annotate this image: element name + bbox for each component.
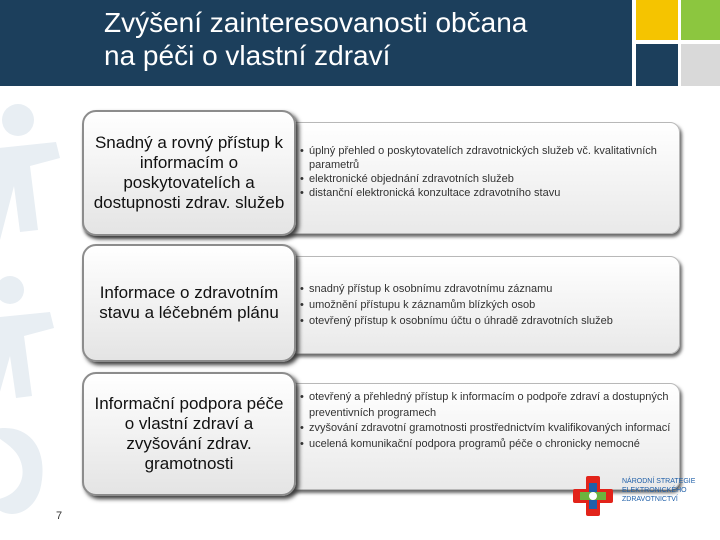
logo-text (622, 477, 720, 504)
bullet-item: • úplný přehled o poskytovatelích zdravotnických služeb vč. kvalitativních parametrů (300, 144, 672, 172)
logo-text-line-2: ELEKTRONICKÉHO (622, 487, 687, 494)
bullet-item: • zvyšování zdravotní gramotnosti prostřednictvím kvalifikovaných informací (300, 421, 672, 437)
slide-title-line-1: Zvýšení zainteresovanosti občana (104, 7, 528, 38)
cross-logo-icon (570, 474, 618, 518)
bullet-item: • snadný přístup k osobnímu zdravotnímu záznamu (300, 281, 672, 297)
bullet-list-2 (300, 281, 672, 329)
bullet-item: • otevřený přístup k osobnímu účtu o úhradě zdravotních služeb (300, 313, 672, 329)
bullet-item: • ucelená komunikační podpora programů péče o chronicky nemocné (300, 437, 672, 453)
logo-text-line-1: NÁRODNÍ STRATEGIE (622, 478, 696, 485)
bullet-list-1 (300, 144, 672, 200)
bullet-item: • distanční elektronická konzultace zdravotního stavu (300, 186, 672, 200)
slide-title-line-2: na péči o vlastní zdraví (104, 40, 391, 71)
page-number: 7 (56, 510, 63, 522)
navy-tile (636, 44, 678, 86)
slide-title (104, 6, 634, 72)
bullet-item: • elektronické objednání zdravotních služeb (300, 172, 672, 186)
grey-tile (681, 44, 720, 86)
row-label-3: Informační podpora péče o vlastní zdraví a zvyšování zdrav. gramotnosti (82, 372, 296, 496)
title-bar (0, 0, 632, 86)
bullet-list-3 (300, 390, 672, 452)
background-figures-watermark (0, 90, 70, 530)
bullet-item: • umožnění přístupu k záznamům blízkých osob (300, 297, 672, 313)
row-label-1: Snadný a rovný přístup k informacím o poskytovatelích a dostupnosti zdrav. služeb (82, 110, 296, 236)
nsez-logo (570, 474, 720, 518)
green-tile (681, 0, 720, 40)
bullet-item: • otevřený a přehledný přístup k informacím o podpoře zdraví a dostupných preventivních programech (300, 390, 672, 421)
logo-text-line-3: ZDRAVOTNICTVÍ (622, 496, 678, 503)
row-label-2: Informace o zdravotním stavu a léčebném plánu (82, 244, 296, 362)
yellow-tile (636, 0, 678, 40)
